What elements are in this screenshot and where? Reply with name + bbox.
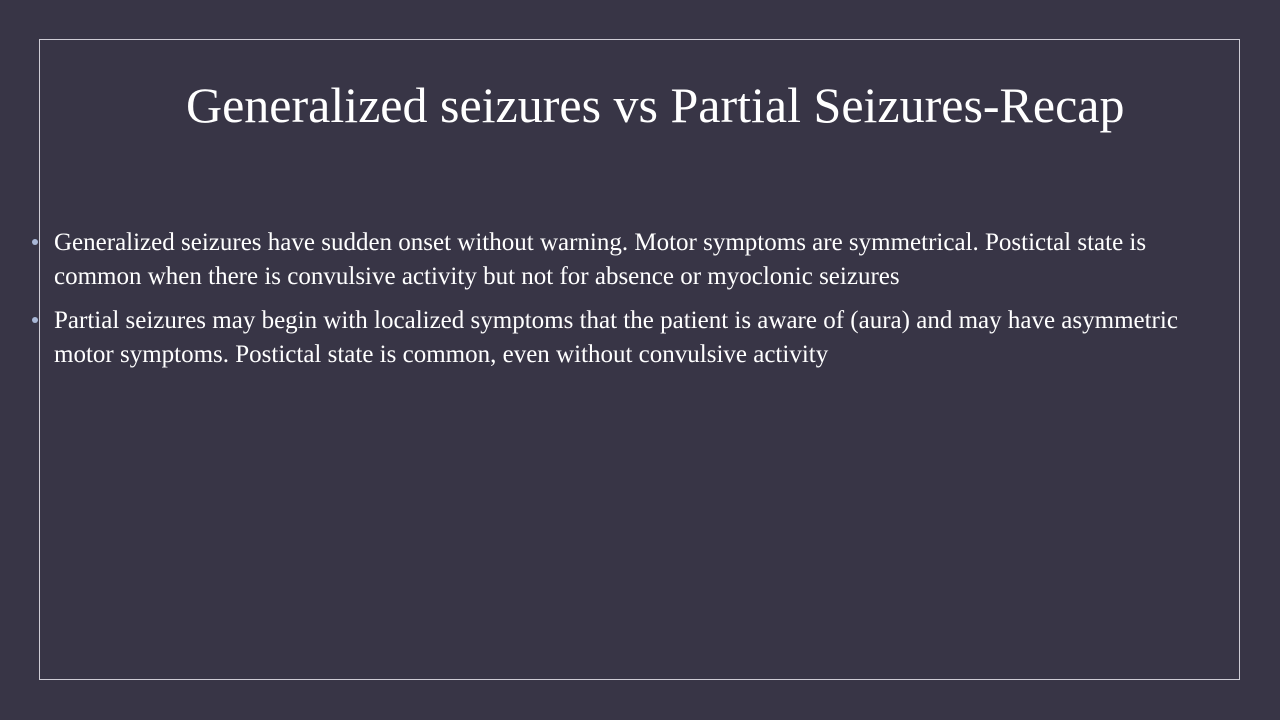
bullet-dot-icon (32, 317, 38, 323)
slide-title: Generalized seizures vs Partial Seizures-Recap (186, 77, 1125, 133)
bullet-dot-icon (32, 239, 38, 245)
bullet-text: Partial seizures may begin with localized symptoms that the patient is aware of (aura) and may have asymmetric motor symptoms. Postictal state is common, even without convulsive activity (54, 307, 1178, 368)
bullet-item-generalized (30, 226, 1230, 294)
bullet-list (30, 226, 1230, 382)
bullet-item-partial (30, 304, 1230, 372)
bullet-text: Generalized seizures have sudden onset without warning. Motor symptoms are symmetrical. Postictal state is common when there is convulsive activity but not for absence or myoclonic seizures (54, 229, 1147, 290)
